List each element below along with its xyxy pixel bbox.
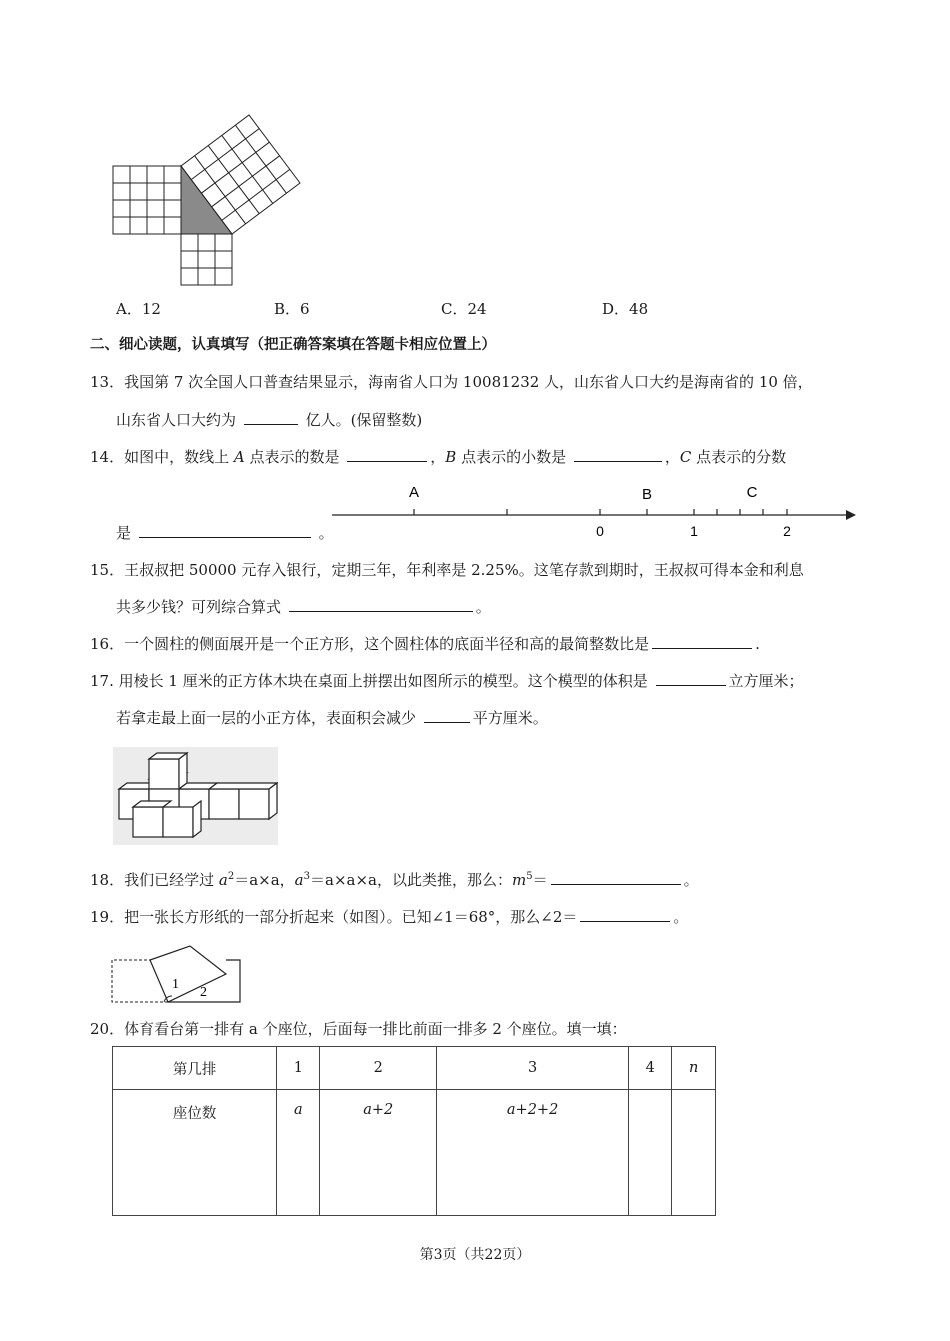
q18-line (90, 869, 699, 890)
table-header-cell: 2 (320, 1047, 437, 1090)
number-line (330, 480, 860, 542)
q18-eq1: ＝a×a， (234, 871, 295, 889)
q19-answer-blank[interactable] (580, 907, 670, 922)
q16-text: 16．一个圆柱的侧面展开是一个正方形，这个圆柱体的底面半径和高的最简整数比是 (90, 635, 650, 653)
q13-line2 (116, 409, 422, 430)
table-cell: a (277, 1090, 320, 1216)
tick-label-2: 2 (783, 523, 791, 539)
table-cell: 座位数 (113, 1090, 277, 1216)
table-answer-cell[interactable] (629, 1090, 672, 1216)
bottom-grid-square (181, 234, 232, 285)
q17-line1 (90, 670, 804, 691)
q14-a-var: A (233, 448, 245, 466)
q14-a-text: 点表示的数是 (244, 448, 340, 466)
table-header-cell: 1 (277, 1047, 320, 1090)
arrow-head-icon (846, 510, 856, 520)
q14-line2 (116, 522, 334, 543)
q14-line1: 14．如图中，数线上 A 点表示的数是 ，B 点表示的小数是 ，C 点表示的分数 (90, 448, 787, 466)
q14-line2-pre: 是 (116, 524, 132, 542)
q16-line (90, 633, 760, 654)
q15-line2 (116, 596, 491, 617)
page-footer: 第3页（共22页） (419, 1247, 531, 1263)
table-row (113, 1090, 716, 1216)
q18-eq3: ＝ (532, 871, 548, 889)
table-header-cell: 4 (629, 1047, 672, 1090)
q18-pre: 18．我们已经学过 (90, 871, 215, 889)
table-header-row (113, 1047, 716, 1090)
q18-post: 。 (683, 871, 699, 889)
option-c: C．24 (441, 300, 487, 318)
q18-answer-blank[interactable] (551, 870, 681, 885)
q20-line: 20．体育看台第一排有 a 个座位，后面每一排比前面一排多 2 个座位。填一填： (90, 1020, 627, 1038)
q13-answer-blank[interactable] (244, 410, 298, 425)
cube-model-figure (113, 747, 278, 845)
angle-2-label: 2 (200, 985, 207, 1000)
q16-post: . (755, 635, 760, 653)
point-b-label: B (641, 486, 653, 503)
tick-label-0: 0 (596, 523, 604, 539)
q12-figure (108, 112, 304, 290)
q17-area-blank[interactable] (424, 708, 470, 723)
q17-line1-post: 立方厘米； (728, 672, 804, 690)
seat-table (112, 1046, 716, 1216)
q14-line2-post: 。 (318, 524, 334, 542)
q18-m: m (511, 871, 527, 889)
q17-line2-pre: 若拿走最上面一层的小正方体，表面积会减少 (116, 709, 417, 727)
q14-b-blank[interactable] (574, 447, 662, 462)
q13-line1: 13．我国第 7 次全国人口普查结果显示，海南省人口为 10081232 人，山东省人口大约是海南省的 10 倍， (90, 373, 813, 391)
left-grid-square (113, 166, 181, 234)
q15-line2-pre: 共多少钱？可列综合算式 (116, 598, 282, 616)
q17-line1-pre: 17. 用棱长 1 厘米的正方体木块在桌面上拼摆出如图所示的模型。这个模型的体积是 (90, 672, 648, 690)
table-header-cell: 第几排 (113, 1047, 277, 1090)
q15-line2-post: 。 (475, 598, 491, 616)
q15-answer-blank[interactable] (289, 597, 473, 612)
q19-line (90, 906, 688, 927)
q17-line2 (116, 707, 548, 728)
q14-c-blank[interactable] (139, 523, 311, 538)
q18-a2: a (294, 871, 304, 889)
folded-paper-figure (110, 944, 244, 1006)
section-heading: 二、细心读题，认真填写（把正确答案填在答题卡相应位置上） (90, 337, 496, 353)
q18-eq2: ＝a×a×a，以此类推，那么： (310, 871, 512, 889)
table-header-cell: 3 (437, 1047, 629, 1090)
point-c-label: C (746, 484, 758, 501)
q18-exp3: 3 (303, 871, 310, 882)
q13-line2-post: 亿人。(保留整数) (305, 411, 423, 429)
point-a-label: A (408, 484, 420, 501)
table-cell: a+2 (320, 1090, 437, 1216)
q14-c-var: C (679, 448, 692, 466)
option-d: D．48 (602, 300, 649, 318)
q14-c-text: 点表示的分数 (691, 448, 787, 466)
q14-b-text: 点表示的小数是 (456, 448, 567, 466)
q18-a1: a (218, 871, 228, 889)
q14-b-var: B (445, 448, 457, 466)
q18-exp5: 5 (526, 871, 533, 882)
q14-pre: 14．如图中，数线上 (90, 448, 230, 466)
q15-line1: 15．王叔叔把 50000 元存入银行，定期三年，年利率是 2.25%。这笔存款到期时，王叔叔可得本金和利息 (90, 561, 804, 579)
table-answer-cell[interactable] (672, 1090, 716, 1216)
option-b: B．6 (274, 300, 310, 318)
q17-volume-blank[interactable] (656, 671, 726, 686)
q16-answer-blank[interactable] (652, 634, 752, 649)
option-a: A．12 (116, 300, 161, 318)
q18-exp2: 2 (227, 871, 235, 882)
angle-1-label: 1 (172, 977, 179, 992)
table-cell: a+2+2 (437, 1090, 629, 1216)
tick-label-1: 1 (690, 523, 698, 539)
q19-post: 。 (673, 908, 689, 926)
q14-a-blank[interactable] (347, 447, 427, 462)
table-header-cell: n (672, 1047, 716, 1090)
q19-text: 19．把一张长方形纸的一部分折起来（如图）。已知∠1＝68°，那么∠2＝ (90, 908, 578, 926)
q17-line2-post: 平方厘米。 (472, 709, 548, 727)
q13-line2-pre: 山东省人口大约为 (116, 411, 237, 429)
